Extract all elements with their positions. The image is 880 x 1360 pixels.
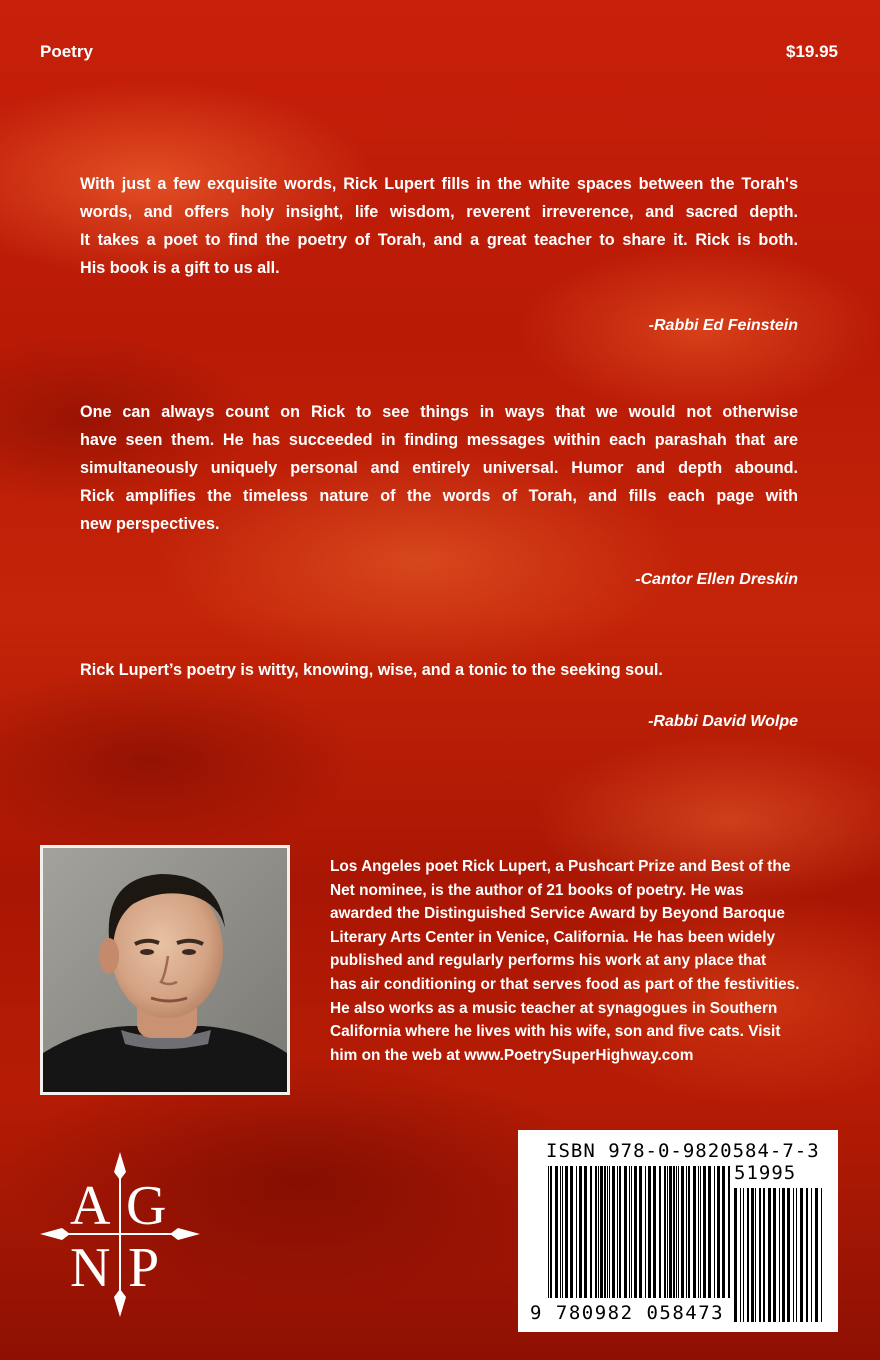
bio-line: Los Angeles poet Rick Lupert, a Pushcart Prize and Best of the (330, 858, 791, 875)
barcode-bar (673, 1166, 675, 1298)
barcode-bar (796, 1188, 797, 1322)
barcode-bar (698, 1166, 699, 1298)
barcode-bar (609, 1166, 610, 1298)
quote-line: words, and offers holy insight, life wisdom, reverent irreverence, and sacred depth. (80, 203, 798, 221)
barcode-bar (751, 1188, 754, 1322)
barcode-bar (768, 1188, 771, 1322)
barcode-bar (659, 1166, 661, 1298)
bio-line: Literary Arts Center in Venice, California. He has been widely (330, 928, 776, 946)
barcode-bar (645, 1166, 646, 1298)
barcode-bar (669, 1166, 672, 1298)
ean-digits: 9 780982 058473 (530, 1302, 725, 1324)
barcode-bar (708, 1166, 711, 1298)
barcode-bar (565, 1166, 568, 1298)
bio-line: him on the web at www.PoetrySuperHighway.com (330, 1046, 694, 1064)
barcode-bar (763, 1188, 765, 1322)
testimonial-attribution-2: -Cantor Ellen Dreskin (635, 571, 798, 588)
barcode-bar (604, 1166, 606, 1298)
barcode-bar (584, 1166, 587, 1298)
barcode-bar (800, 1188, 803, 1322)
barcode-bar (821, 1188, 822, 1322)
bio-line: He also works as a music teacher at synagogues in Southern (330, 999, 778, 1017)
quote-line: have seen them. He has succeeded in finding messages within each parashah that are (80, 431, 798, 449)
barcode-bar (639, 1166, 642, 1298)
barcode-bar (624, 1166, 627, 1298)
barcode-bar (678, 1166, 679, 1298)
barcode-bar (550, 1166, 552, 1298)
genre-label: Poetry (40, 42, 93, 61)
barcode-bar (728, 1166, 730, 1298)
barcode-bar (717, 1166, 720, 1298)
barcode-bar (595, 1166, 597, 1298)
barcode-bar (693, 1166, 696, 1298)
barcode-bar (686, 1166, 687, 1298)
barcode-bar (619, 1166, 621, 1298)
barcode-bar (743, 1188, 744, 1322)
barcode-bar (779, 1188, 780, 1322)
barcode-bar (759, 1188, 761, 1322)
barcode-bar (782, 1188, 785, 1322)
barcode-bar (681, 1166, 684, 1298)
barcode-bar (676, 1166, 677, 1298)
quote-line: Rick amplifies the timeless nature of the words of Torah, and fills each page with (80, 487, 798, 505)
barcode-bar (703, 1166, 706, 1298)
barcode-bar (548, 1166, 549, 1298)
barcode-bar (576, 1166, 577, 1298)
barcode-bar (793, 1188, 794, 1322)
barcode-bar (806, 1188, 808, 1322)
barcode-bar (590, 1166, 592, 1298)
barcode-bar (811, 1188, 812, 1322)
logo-letter-n: N (70, 1237, 111, 1299)
barcode-bar (747, 1188, 749, 1322)
barcode-bar (631, 1166, 632, 1298)
testimonial-quote-3 (80, 656, 798, 684)
barcode-bar (714, 1166, 715, 1298)
isbn-number: ISBN 978-0-9820584-7-3 (546, 1140, 820, 1162)
barcode-bar (722, 1166, 725, 1298)
author-portrait-image (43, 848, 287, 1092)
barcode-bar (612, 1166, 615, 1298)
quote-line: It takes a poet to find the poetry of Torah, and a great teacher to share it. Rick is both. (80, 231, 798, 249)
barcode-bar (560, 1166, 561, 1298)
barcode-bar (562, 1166, 563, 1298)
quote-line: With just a few exquisite words, Rick Lupert fills in the white spaces between the Torah's (80, 175, 798, 193)
barcode-bar (700, 1166, 701, 1298)
price-label: $19.95 (786, 42, 838, 61)
barcode-bar (773, 1188, 776, 1322)
barcode-bar (607, 1166, 608, 1298)
testimonial-quote-1 (80, 170, 798, 282)
quote-line: simultaneously uniquely personal and entirely universal. Humor and depth abound. (80, 459, 798, 477)
barcode-bar (734, 1188, 737, 1322)
barcode-bar (600, 1166, 603, 1298)
publisher-logo (40, 1152, 200, 1317)
barcode-bar (815, 1188, 818, 1322)
barcode-bar (634, 1166, 637, 1298)
quote-line: His book is a gift to us all. (80, 259, 280, 277)
author-bio (330, 855, 840, 1067)
barcode-bar (579, 1166, 582, 1298)
barcode-bar (664, 1166, 666, 1298)
barcode-bar (653, 1166, 656, 1298)
logo-letter-a: A (70, 1175, 111, 1237)
barcode-bar (648, 1166, 651, 1298)
barcode-bar (555, 1166, 558, 1298)
quote-line: Rick Lupert’s poetry is witty, knowing, wise, and a tonic to the seeking soul. (80, 661, 663, 679)
barcode-price-code: 51995 (734, 1162, 797, 1184)
quote-line: new perspectives. (80, 515, 220, 533)
barcode-bar (598, 1166, 599, 1298)
barcode-bar (617, 1166, 618, 1298)
bio-line: Net nominee, is the author of 21 books of poetry. He was (330, 881, 744, 899)
compass-star-icon (40, 1152, 200, 1317)
barcode-bar (787, 1188, 790, 1322)
logo-letter-g: G (126, 1175, 167, 1237)
logo-letter-p: P (128, 1237, 160, 1299)
quote-line: One can always count on Rick to see things in ways that we would not otherwise (80, 403, 798, 421)
barcode-bar (740, 1188, 741, 1322)
isbn-barcode (518, 1130, 838, 1332)
testimonial-attribution-1: -Rabbi Ed Feinstein (648, 317, 798, 334)
bio-line: has air conditioning or that serves food as part of the festivities. (330, 975, 800, 993)
barcode-bar (755, 1188, 756, 1322)
barcode-bar (629, 1166, 630, 1298)
barcode-bar (570, 1166, 573, 1298)
testimonial-attribution-3: -Rabbi David Wolpe (648, 713, 798, 730)
bio-line: published and regularly performs his work at any place that (330, 952, 767, 970)
barcode-bar (688, 1166, 690, 1298)
barcode-bar (667, 1166, 668, 1298)
bio-line: California where he lives with his wife, son and five cats. Visit (330, 1023, 781, 1041)
testimonial-quote-2 (80, 398, 798, 538)
bio-line: awarded the Distinguished Service Award by Beyond Baroque (330, 905, 785, 923)
author-photo (40, 845, 290, 1095)
